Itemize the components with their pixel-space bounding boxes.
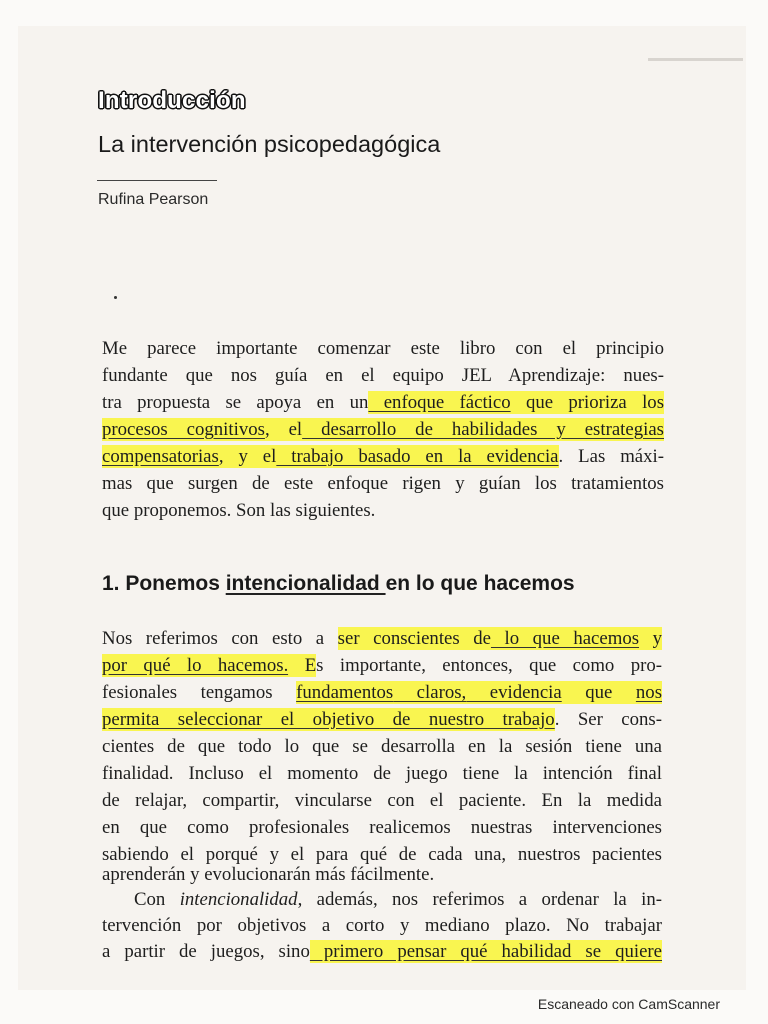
text-run: finalidad. Incluso el momento de juego tiene la intención final: [102, 763, 662, 784]
highlighted-phrase: lo que hacemos: [490, 628, 640, 649]
text-run: aprenderán y evolucionarán más fácilmente.: [102, 864, 435, 885]
text-run: en que como profesionales realicemos nuestras intervenciones: [102, 817, 662, 838]
highlighted-phrase: que prioriza los: [510, 392, 665, 413]
heading-run: en lo que hacemos: [385, 572, 575, 595]
text-run: , además, nos referimos a ordenar la in-: [297, 889, 662, 910]
text-line: [134, 887, 662, 915]
section-heading: [102, 568, 575, 600]
highlighted-phrase: , y el: [218, 446, 277, 467]
text-line: [102, 913, 662, 941]
text-run: que proponemos. Son las siguientes.: [102, 500, 376, 521]
text-line: [102, 390, 664, 418]
text-line: [102, 498, 664, 526]
italic-term: intencionalidad: [179, 889, 298, 910]
underlined-word: intencionalidad: [225, 572, 386, 595]
text-run: fesionales tengamos: [102, 682, 297, 703]
text-run: de relajar, compartir, vincularse con el paciente. En la medida: [102, 790, 662, 811]
text-run: cientes de que todo lo que se desarrolla en la sesión tiene una: [102, 736, 662, 757]
text-run: Me parece importante comenzar este libro con el principio: [102, 338, 664, 359]
text-line: [102, 336, 664, 364]
text-run: . Las máxi-: [558, 446, 664, 467]
author-divider: [97, 180, 217, 181]
highlighted-phrase: desarrollo de habilidades y estrategias: [302, 419, 664, 440]
highlighted-phrase: y: [639, 628, 662, 649]
text-line: [102, 939, 662, 967]
section-label: Introducción: [98, 87, 246, 114]
highlighted-phrase: E: [288, 655, 317, 676]
highlighted-phrase: compensatorias: [102, 446, 219, 467]
heading-run: 1. Ponemos: [102, 572, 226, 595]
text-line: [102, 653, 662, 681]
header-rule: [648, 58, 743, 61]
text-run: Nos referimos con esto a: [102, 628, 338, 649]
text-run: tervención por objetivos a corto y mediano plazo. No trabajar: [102, 915, 662, 936]
text-line: [102, 417, 664, 445]
text-line: [102, 707, 662, 735]
text-line: [102, 626, 662, 654]
text-run: s importante, entonces, que como pro-: [316, 655, 662, 676]
text-line: [102, 471, 664, 499]
page-title: La intervención psicopedagógica: [98, 131, 441, 157]
highlighted-phrase: ser conscientes de: [337, 628, 491, 649]
text-line: [102, 761, 662, 789]
text-line: [102, 862, 662, 890]
highlighted-phrase: enfoque fáctico: [368, 392, 511, 413]
scan-speck: [114, 296, 117, 299]
text-line: [102, 363, 664, 391]
highlighted-phrase: fundamentos: [296, 682, 394, 703]
highlighted-phrase: primero pensar qué habilidad se quiere: [309, 941, 662, 962]
highlighted-phrase: claros,: [393, 682, 467, 703]
text-line: [102, 444, 664, 472]
text-line: [102, 815, 662, 843]
highlighted-phrase: procesos cognitivos: [102, 419, 265, 440]
text-line: [102, 788, 662, 816]
text-run: Con: [134, 889, 180, 910]
text-run: tra propuesta se apoya en un: [102, 392, 369, 413]
highlighted-phrase: , el: [264, 419, 303, 440]
highlighted-phrase: nos: [635, 682, 662, 703]
text-run: a partir de juegos, sino: [102, 941, 310, 962]
author-name: Rufina Pearson: [98, 191, 209, 208]
highlighted-phrase: que: [561, 682, 636, 703]
text-run: sabiendo el porqué y el para qué de cada una, nuestros pacientes: [102, 844, 662, 865]
text-run: mas que surgen de este enfoque rigen y guían los tratamientos: [102, 473, 664, 494]
highlighted-phrase: evidencia: [466, 682, 562, 703]
highlighted-phrase: trabajo basado en la evidencia: [276, 446, 559, 467]
highlighted-phrase: por qué lo hacemos.: [102, 655, 289, 676]
highlighted-phrase: permita seleccionar el objetivo de nuestro trabajo: [102, 709, 555, 730]
text-line: [102, 734, 662, 762]
text-run: fundante que nos guía en el equipo JEL Aprendizaje: nues-: [102, 365, 664, 386]
text-line: [102, 680, 662, 708]
scanner-watermark: Escaneado con CamScanner: [537, 996, 720, 1012]
text-run: . Ser cons-: [554, 709, 662, 730]
